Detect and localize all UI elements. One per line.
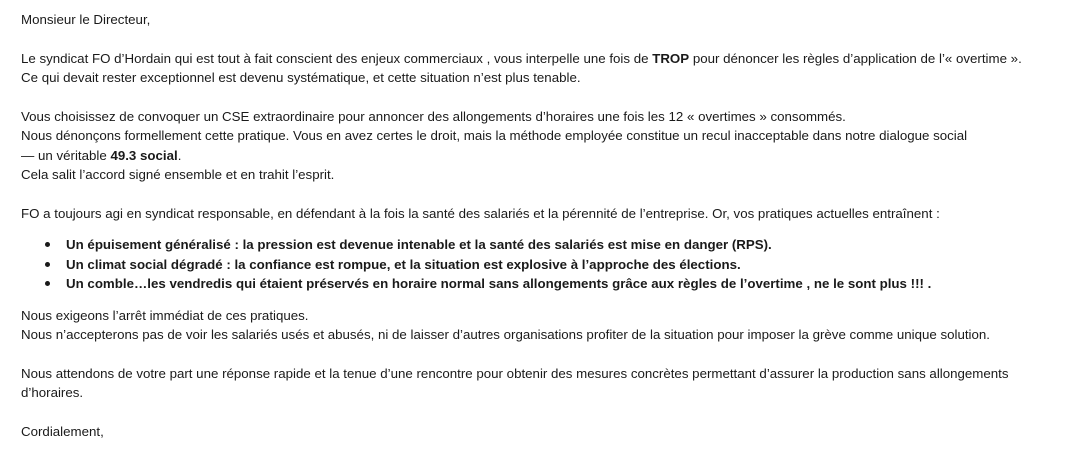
paragraph-line: Nous n’accepterons pas de voir les salariés usés et abusés, ni de laisser d’autres organisations profiter de la situation pour imposer la grève comme unique solution. [21, 327, 990, 342]
paragraph-line: Ce qui devait rester exceptionnel est devenu systématique, et cette situation n’est plus tenable. [21, 70, 581, 85]
list-item: Un épuisement généralisé : la pression est devenue intenable et la santé des salariés est mise en danger (RPS). [66, 235, 1071, 255]
emphasis-49-3: 49.3 social [110, 147, 178, 163]
list-item: Un comble…les vendredis qui étaient préservés en horaire normal sans allongements grâce aux règles de l’overtime , ne le sont plus !!! . [66, 274, 1071, 294]
paragraph-line: Nous attendons de votre part une réponse rapide et la tenue d’une rencontre pour obtenir des mesures concrètes permettant d’assurer la production sans allongements [21, 365, 1009, 381]
emphasis-trop: TROP [652, 50, 690, 66]
letter-body [21, 10, 1071, 441]
paragraph-line: Vous choisissez de convoquer un CSE extraordinaire pour annoncer des allongements d’horaires une fois les 12 « overtimes » consommés. [21, 108, 846, 124]
paragraph-line: Cela salit l’accord signé ensemble et en trahit l’esprit. [21, 167, 335, 182]
paragraph-cse [21, 107, 1071, 185]
closing: Cordialement, [21, 423, 104, 439]
text-run: — un véritable [21, 147, 111, 163]
salutation: Monsieur le Directeur, [21, 12, 151, 27]
list-item: Un climat social dégradé : la confiance est rompue, et la situation est explosive à l’approche des élections. [66, 255, 1071, 275]
paragraph-fo-responsible: FO a toujours agi en syndicat responsable, en défendant à la fois la santé des salariés et la pérennité de l’entreprise. Or, vos pratiques actuelles entraînent : [21, 205, 940, 221]
text-run: pour dénoncer les règles d’application de l’« overtime ». [689, 50, 1022, 66]
paragraph-demands [21, 306, 1071, 345]
paragraph-request-meeting [21, 364, 1071, 403]
paragraph-overtime-intro [21, 49, 1071, 88]
paragraph-line [21, 49, 1071, 69]
paragraph-line [21, 146, 1071, 166]
paragraph-line: Nous dénonçons formellement cette pratique. Vous en avez certes le droit, mais la méthode employée constitue un recul inacceptable dans notre dialogue social [21, 128, 968, 143]
paragraph-line: d’horaires. [21, 385, 84, 400]
consequences-list [21, 235, 1071, 294]
paragraph-line: Nous exigeons l’arrêt immédiat de ces pratiques. [21, 307, 309, 323]
text-run: Le syndicat FO d’Hordain qui est tout à fait conscient des enjeux commerciaux , vous interpelle une fois de [21, 50, 653, 66]
text-run: . [177, 147, 182, 163]
